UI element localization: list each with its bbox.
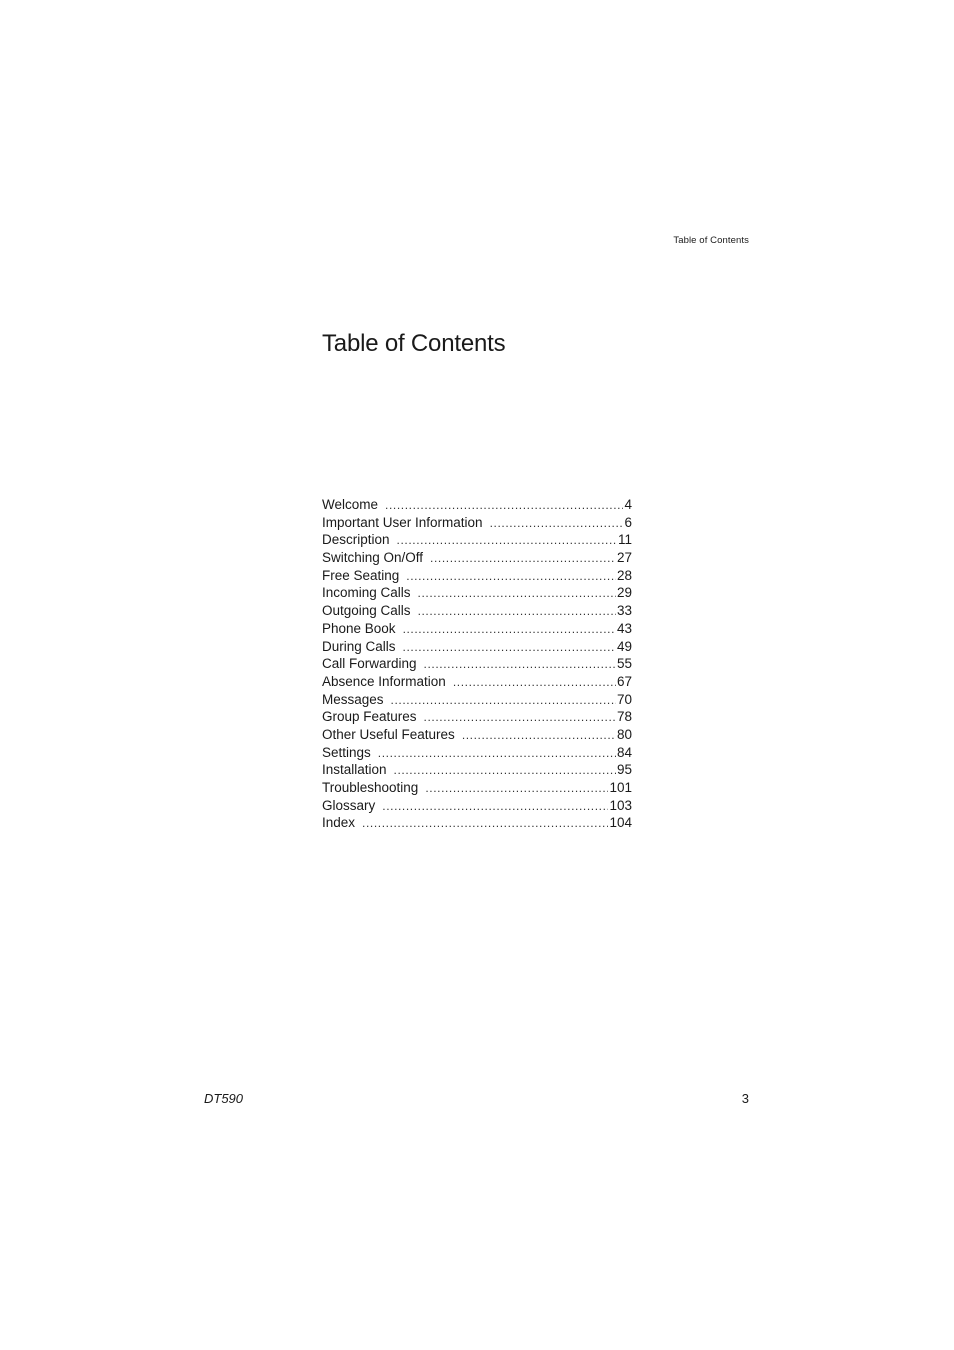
toc-entry-page: 67 [616, 673, 632, 689]
toc-entry-absence-information[interactable] [322, 674, 632, 692]
toc-entry-page: 78 [616, 709, 632, 725]
toc-entry-title: Troubleshooting [322, 780, 419, 795]
toc-entry-outgoing-calls[interactable] [322, 603, 632, 621]
toc-dot-leader [385, 498, 623, 512]
toc-entry-index[interactable] [322, 815, 632, 833]
toc-entry-switching-on-off[interactable] [322, 550, 632, 568]
toc-entry-installation[interactable] [322, 762, 632, 780]
toc-entry-important-user-information[interactable] [322, 515, 632, 533]
toc-entry-page: 43 [616, 620, 632, 636]
toc-entry-welcome[interactable] [322, 497, 632, 515]
running-header: Table of Contents [673, 235, 749, 246]
toc-dot-leader [397, 533, 617, 547]
toc-entry-title: Welcome [322, 497, 379, 512]
toc-dot-leader [424, 710, 616, 724]
toc-entry-title: Outgoing Calls [322, 603, 411, 619]
toc-dot-leader [391, 693, 616, 707]
page-title: Table of Contents [322, 330, 506, 357]
toc-entry-phone-book[interactable] [322, 621, 632, 639]
toc-entry-title: Free Seating [322, 567, 400, 583]
toc-entry-title: Other Useful Features [322, 726, 455, 742]
toc-entry-page: 104 [609, 815, 632, 831]
toc-entry-title: Phone Book [322, 620, 396, 636]
footer-page-number: 3 [741, 1091, 749, 1106]
toc-entry-during-calls[interactable] [322, 639, 632, 657]
toc-entry-title: Group Features [322, 709, 417, 725]
toc-entry-page: 29 [616, 585, 632, 601]
toc-entry-page: 103 [609, 797, 632, 813]
toc-entry-title: Call Forwarding [322, 656, 417, 672]
toc-entry-page: 4 [624, 497, 632, 512]
toc-entry-incoming-calls[interactable] [322, 585, 632, 603]
toc-entry-page: 84 [616, 744, 632, 760]
toc-entry-title: Settings [322, 744, 371, 760]
toc-dot-leader [394, 763, 616, 777]
toc-dot-leader [425, 781, 608, 795]
toc-entry-title: Index [322, 815, 356, 831]
toc-dot-leader [382, 799, 608, 813]
footer-model-name: DT590 [204, 1091, 244, 1106]
toc-entry-title: Important User Information [322, 514, 483, 530]
toc-dot-leader [490, 516, 624, 530]
toc-entry-messages[interactable] [322, 692, 632, 710]
toc-entry-page: 28 [616, 567, 632, 583]
toc-dot-leader [453, 675, 616, 689]
toc-entry-title: Absence Information [322, 673, 446, 689]
toc-entry-page: 95 [616, 762, 632, 778]
toc-dot-leader [378, 746, 616, 760]
toc-entry-title: During Calls [322, 638, 396, 654]
toc-entry-title: Messages [322, 691, 384, 707]
toc-entry-title: Switching On/Off [322, 550, 424, 566]
toc-entry-title: Description [322, 532, 390, 548]
toc-dot-leader [362, 816, 608, 830]
toc-dot-leader [430, 551, 616, 565]
toc-dot-leader [403, 640, 616, 654]
toc-entry-title: Glossary [322, 797, 376, 813]
toc-entry-page: 80 [616, 726, 632, 742]
toc-dot-leader [403, 622, 616, 636]
toc-entry-page: 101 [609, 780, 632, 795]
toc-entry-settings[interactable] [322, 745, 632, 763]
toc-entry-other-useful-features[interactable] [322, 727, 632, 745]
toc-dot-leader [418, 586, 616, 600]
toc-entry-page: 6 [624, 514, 632, 530]
toc-entry-title: Installation [322, 762, 387, 778]
toc-entry-call-forwarding[interactable] [322, 656, 632, 674]
toc-entry-page: 70 [616, 691, 632, 707]
toc-entry-group-features[interactable] [322, 709, 632, 727]
toc-entry-page: 27 [616, 550, 632, 566]
toc-entry-page: 49 [616, 638, 632, 654]
toc-dot-leader [424, 657, 616, 671]
toc-dot-leader [418, 604, 616, 618]
toc-entry-description[interactable] [322, 532, 632, 550]
toc-dot-leader [462, 728, 616, 742]
toc-entry-page: 55 [616, 656, 632, 672]
toc-entry-page: 33 [616, 603, 632, 619]
toc-entry-glossary[interactable] [322, 798, 632, 816]
toc-entry-title: Incoming Calls [322, 585, 411, 601]
toc-entry-page: 11 [617, 532, 632, 548]
toc-entry-troubleshooting[interactable] [322, 780, 632, 798]
toc-entry-free-seating[interactable] [322, 568, 632, 586]
table-of-contents [322, 497, 632, 833]
toc-dot-leader [406, 569, 616, 583]
